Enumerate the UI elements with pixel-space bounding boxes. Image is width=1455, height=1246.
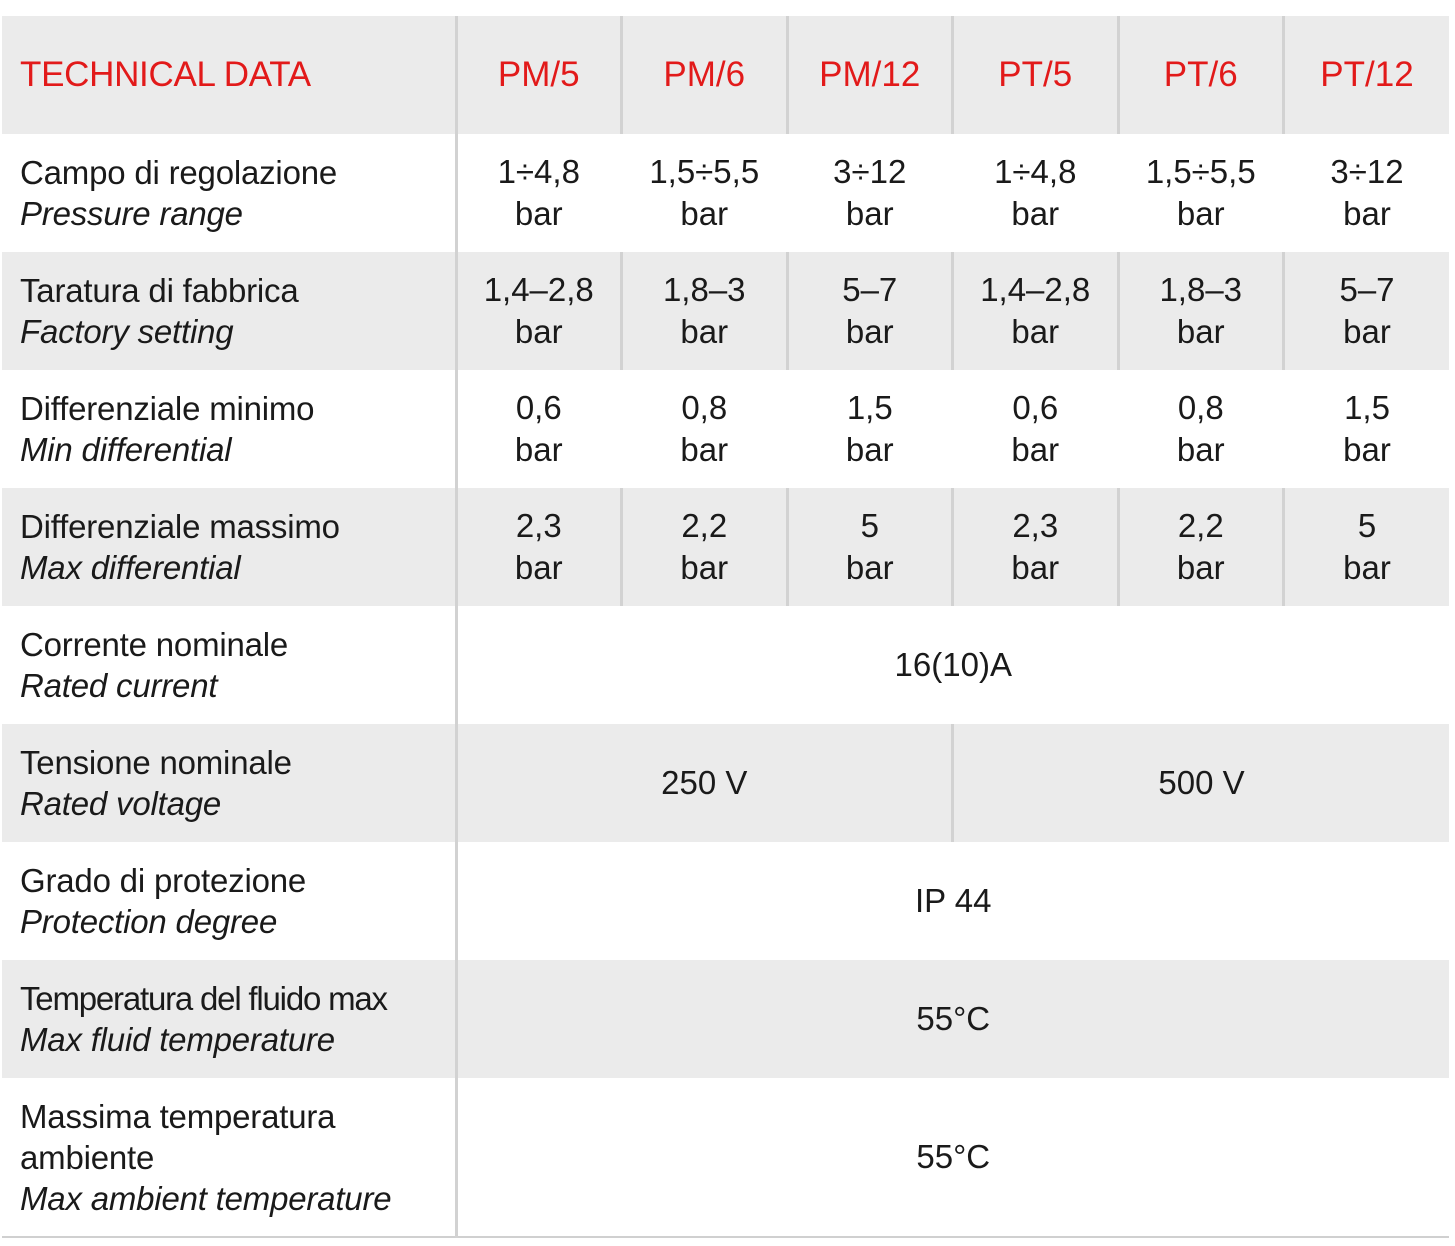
label-italian: Massima temperatura (20, 1097, 336, 1135)
unit: bar (845, 313, 894, 350)
model-header: PT/12 (1284, 16, 1450, 134)
value: 1,5 (1344, 389, 1390, 426)
protection-degree-value: IP 44 (456, 842, 1449, 960)
value: 1,5÷5,5 (1145, 153, 1256, 190)
value: 5–7 (842, 271, 898, 308)
value-cell (787, 370, 953, 488)
value: 2,2 (1177, 507, 1224, 544)
unit: bar (845, 431, 894, 468)
label-italian-continued: ambiente (20, 1138, 155, 1176)
fluid-temperature-value: 55°C (456, 960, 1449, 1078)
value-cell (622, 134, 788, 252)
label-english: Rated current (20, 667, 218, 704)
value-cell (456, 488, 622, 606)
row-label (2, 370, 456, 488)
label-english: Rated voltage (20, 785, 222, 822)
value: 1,8–3 (1159, 271, 1243, 308)
header-row (2, 16, 1449, 134)
table-row (2, 842, 1449, 960)
value: 5 (1357, 507, 1377, 544)
label-italian: Temperatura del fluido max (20, 980, 387, 1017)
label-italian: Differenziale minimo (20, 390, 315, 427)
value-cell (787, 488, 953, 606)
value: 2,3 (515, 507, 562, 544)
value-cell (1284, 134, 1450, 252)
value: 1,5 (846, 389, 893, 426)
label-italian: Grado di protezione (20, 862, 307, 899)
unit: bar (1343, 431, 1391, 468)
technical-data-table (2, 16, 1449, 1238)
value-cell (787, 252, 953, 370)
unit: bar (514, 549, 563, 586)
value-cell (622, 488, 788, 606)
rated-current-value: 16(10)A (456, 606, 1449, 724)
table-row (2, 606, 1449, 724)
value-cell (456, 252, 622, 370)
value-cell (622, 252, 788, 370)
value-cell (456, 370, 622, 488)
value: 3÷12 (1330, 153, 1404, 190)
label-english: Factory setting (20, 313, 234, 350)
label-italian: Taratura di fabbrica (20, 272, 299, 309)
value: 0,8 (681, 389, 728, 426)
unit: bar (680, 549, 729, 586)
label-english: Max fluid temperature (20, 1021, 335, 1058)
value: 0,8 (1177, 389, 1224, 426)
unit: bar (845, 195, 894, 232)
value: 1÷4,8 (497, 153, 580, 190)
value-cell (1118, 488, 1284, 606)
row-label (2, 724, 456, 842)
row-label (2, 488, 456, 606)
model-header: PT/6 (1118, 16, 1284, 134)
value: 1,8–3 (662, 271, 746, 308)
value-cell (953, 488, 1119, 606)
model-header: PM/5 (456, 16, 622, 134)
unit: bar (514, 313, 563, 350)
value-cell (1284, 488, 1450, 606)
unit: bar (514, 195, 563, 232)
label-italian: Differenziale massimo (20, 508, 340, 545)
unit: bar (680, 431, 729, 468)
value-cell (1118, 134, 1284, 252)
value: 1,5÷5,5 (649, 153, 760, 190)
unit: bar (514, 431, 563, 468)
value-cell (953, 370, 1119, 488)
value-cell (953, 134, 1119, 252)
label-english: Protection degree (20, 903, 278, 940)
value: 5–7 (1339, 271, 1395, 308)
rated-voltage-pm-value: 250 V (456, 724, 953, 842)
label-italian: Campo di regolazione (20, 154, 338, 191)
unit: bar (1176, 313, 1225, 350)
table-row (2, 488, 1449, 606)
value: 3÷12 (833, 153, 907, 190)
value-cell (456, 134, 622, 252)
model-header: PT/5 (953, 16, 1119, 134)
row-label (2, 1078, 456, 1237)
table-row (2, 724, 1449, 842)
model-header: PM/6 (622, 16, 788, 134)
unit: bar (1343, 549, 1391, 586)
unit: bar (845, 549, 894, 586)
unit: bar (680, 313, 729, 350)
unit: bar (680, 195, 729, 232)
table-row (2, 134, 1449, 252)
label-english: Pressure range (20, 195, 243, 232)
label-english: Min differential (20, 431, 232, 468)
unit: bar (1176, 549, 1225, 586)
value-cell (787, 134, 953, 252)
table-row (2, 960, 1449, 1078)
row-label (2, 842, 456, 960)
table-row (2, 252, 1449, 370)
table-row (2, 1078, 1449, 1237)
value: 1,4–2,8 (980, 271, 1091, 308)
row-label (2, 134, 456, 252)
ambient-temperature-value: 55°C (456, 1078, 1449, 1237)
label-italian: Corrente nominale (20, 626, 289, 663)
label-italian: Tensione nominale (20, 744, 292, 781)
value: 5 (860, 507, 879, 544)
unit: bar (1343, 195, 1391, 232)
unit: bar (1176, 195, 1225, 232)
label-english: Max differential (20, 549, 241, 586)
value-cell (622, 370, 788, 488)
unit: bar (1011, 313, 1060, 350)
table-row (2, 370, 1449, 488)
value: 2,2 (681, 507, 728, 544)
row-label (2, 252, 456, 370)
label-english: Max ambient temperature (20, 1179, 392, 1217)
value: 0,6 (515, 389, 562, 426)
value: 2,3 (1012, 507, 1059, 544)
row-label (2, 606, 456, 724)
value: 1÷4,8 (994, 153, 1077, 190)
value-cell (953, 252, 1119, 370)
unit: bar (1011, 549, 1060, 586)
model-header: PM/12 (787, 16, 953, 134)
value-cell (1284, 370, 1450, 488)
unit: bar (1176, 431, 1225, 468)
unit: bar (1343, 313, 1391, 350)
unit: bar (1011, 431, 1060, 468)
value: 1,4–2,8 (483, 271, 594, 308)
rated-voltage-pt-value: 500 V (953, 724, 1450, 842)
value-cell (1284, 252, 1450, 370)
value-cell (1118, 252, 1284, 370)
value: 0,6 (1012, 389, 1059, 426)
table-title: TECHNICAL DATA (2, 16, 456, 134)
unit: bar (1011, 195, 1060, 232)
value-cell (1118, 370, 1284, 488)
row-label (2, 960, 456, 1078)
